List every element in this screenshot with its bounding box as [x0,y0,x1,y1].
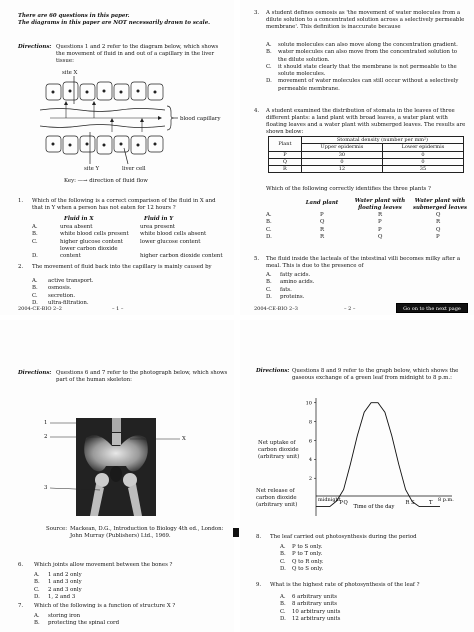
source-label: Source: [46,526,68,532]
point-label-r: R [405,500,410,507]
label-blood-capillary: blood capillary [180,116,221,122]
q5-option-d[interactable]: D. proteins. [266,293,305,300]
q6-option-a[interactable]: A. 1 and 2 only [34,572,82,578]
q2-option-b[interactable]: B. osmosis. [32,285,72,292]
series-line [316,403,440,507]
q9-text: What is the highest rate of photosynthesis of the leaf ? [270,582,420,588]
q4-col-land: Land plant [305,200,339,206]
q8-options [280,544,324,573]
directions-label: Directions: [18,44,52,50]
table-row: P 30 0 [269,151,464,158]
table-head-density: Stomatal density (number per mm²) [301,137,463,144]
q8-option-a[interactable]: A. P to S only. [280,544,323,550]
q3-options [266,42,466,93]
footer-page-number: – 1 – [112,306,124,312]
q4-options [266,212,466,241]
page-2 [240,0,474,315]
footer-code: 2004-CE-BIO 2–3 [254,306,298,312]
q2-options [32,278,93,307]
next-page-label: Go on to the next page [403,306,461,312]
q1-number: 1. [18,198,24,204]
q4-option-c[interactable]: C. R P Q [266,226,441,233]
q9-option-b[interactable]: B. 8 arbitrary units [280,601,338,608]
q1-option-b[interactable]: B. white blood cells present white blood cells absent [32,231,207,238]
directions-text: Questions 1 and 2 refer to the diagram below, which shows the movement of fluid in and out of a capillary in the liver tissue: [56,44,219,65]
q8-number: 8. [256,534,262,540]
photo-label-3: 3 [44,485,48,491]
q8-option-d[interactable]: D. Q to S only. [280,565,324,572]
q8-option-c[interactable]: C. Q to R only. [280,558,324,565]
label-site-y: site Y [84,166,100,172]
q5-number: 5. [254,256,260,262]
q2-option-a[interactable]: A. active transport. [32,278,94,284]
directions-text: Questions 6 and 7 refer to the photograph below, which shows part of the human skeleton: [56,370,228,384]
y-label-uptake: Net uptake of carbon dioxide (arbitrary unit) [258,440,300,461]
capillary-diagram [40,76,230,180]
next-page-button[interactable] [396,303,468,313]
table-row: Q 0 0 [269,158,464,165]
key-text: Key: —→ direction of fluid flow [64,178,148,184]
q1-option-a[interactable]: A. urea absent urea present [32,224,175,230]
table-head-plant: Plant [269,137,302,152]
q3-number: 3. [254,10,260,16]
q1-option-c[interactable]: C. higher glucose content lower glucose content [32,238,201,245]
q6-text: Which joints allow movement between the bones ? [34,562,173,568]
binding-mark [233,528,239,537]
y-tick-label: 6 [308,438,312,445]
q5-option-c[interactable]: C. fats. [266,286,292,293]
q5-options [266,272,314,301]
q1-col-y: Fluid in Y [144,216,174,222]
q4-option-b[interactable]: B. Q P R [266,219,441,226]
q3-option-d[interactable]: D. movement of water molecules can still occur without a selectively permeable membrane. [266,78,459,92]
q3-option-b[interactable]: B. water molecules can also move from the concentrated solution to the dilute solution. [266,49,458,63]
q6-option-d[interactable]: D. 1, 2 and 3 [34,593,76,600]
q8-text: The leaf carried out photosynthesis during the period [270,534,417,540]
x-axis-label: Time of the day [353,504,395,510]
midnight-label: midnight [318,497,341,503]
table-head-upper: Upper epidermis [301,144,382,151]
footer-page-number: – 2 – [344,306,356,312]
source-text: Mackean, D.G., Introduction to Biology 4th ed., London: John Murray (Publishers) Ltd., 1969. [70,526,224,540]
q6-option-c[interactable]: C. 2 and 3 only [34,586,82,593]
page-1 [0,0,234,315]
point-label-s: S [411,500,415,507]
page-3 [0,320,234,632]
q4-number: 4. [254,108,260,114]
photo-label-2: 2 [44,434,48,440]
q6-number: 6. [18,562,24,568]
q7-number: 7. [18,603,24,609]
point-label-q: Q [343,500,348,507]
q2-option-c[interactable]: C. secretion. [32,292,76,299]
8pm-label: 8 p.m. [438,497,454,503]
q1-text: Which of the following is a correct comparison of the fluid in X and that in Y when a person has not eaten for 12 hours ? [32,198,216,212]
q4-option-d[interactable]: D. R Q P [266,233,440,240]
q9-option-a[interactable]: A. 6 arbitrary units [280,594,338,600]
label-site-x: site X [62,70,78,76]
y-tick-label: 4 [308,457,312,464]
q6-option-b[interactable]: B. 1 and 3 only [34,579,82,586]
q4-option-a[interactable]: A. P R Q [266,212,441,218]
photo-label-x: X [182,436,186,442]
y-tick-label: 2 [308,476,312,483]
q3-option-c[interactable]: C. it should state clearly that the membrane is not permeable to the solute molecules. [266,63,457,78]
footer-code: 2004-CE-BIO 2–2 [18,306,62,312]
q9-options [280,594,340,623]
q7-option-a[interactable]: A. storing iron [34,613,81,619]
point-label-t: T [428,500,433,507]
q2-text: The movement of fluid back into the capillary is mainly caused by [32,264,212,270]
y-tick-label: 10 [305,400,312,407]
page-divider [0,315,474,320]
q4-text: A student examined the distribution of stomata in the leaves of three different plants: a land plant with broad leaves, a water plant with floating leaves and a water plant with submerged leaves. The results are shown below: [266,108,466,136]
header-line-1: There are 60 questions in this paper. [18,13,130,19]
directions-label: Directions: [18,370,52,376]
q1-option-d[interactable]: D.lower carbon dioxide content higher carbon dioxide content [32,245,223,260]
page-4 [240,320,474,632]
q3-text: A student defines osmosis as 'the movement of water molecules from a dilute solution to a concentrated solution across a selectively permeable membrane'. This definition is inaccurate because [266,10,465,31]
q2-option-d[interactable]: D. ultra-filtration. [32,299,89,306]
skeleton-pointer-lines [40,418,190,498]
table-head-lower: Lower epidermis [382,144,463,151]
q4-col-floating: Water plant with floating leaves [354,198,406,212]
q5-option-a[interactable]: A. fatty acids. [266,272,311,278]
q1-col-x: Fluid in X [64,216,94,222]
label-liver-cell: liver cell [122,166,146,172]
point-label-p: P [339,500,343,507]
q3-option-a[interactable]: A. solute molecules can also move along the concentration gradient. [266,42,458,48]
q2-number: 2. [18,264,24,270]
q9-number: 9. [256,582,262,588]
stomata-table [268,136,464,173]
q4-prompt: Which of the following correctly identifies the three plants ? [266,186,431,192]
q6-options [34,572,82,601]
q7-option-b[interactable]: B. protecting the spinal cord [34,620,120,627]
q1-options [32,224,232,260]
directions-text: Questions 8 and 9 refer to the graph below, which shows the gaseous exchange of a green leaf from midnight to 8 p.m.: [292,368,459,382]
table-row: R 12 35 [269,166,464,173]
q7-text: Which of the following is a function of structure X ? [34,603,176,609]
q4-col-submerged: Water plant with submerged leaves [412,198,468,212]
photo-label-1: 1 [44,420,48,426]
q5-option-b[interactable]: B. amino acids. [266,279,315,286]
q9-option-c[interactable]: C. 10 arbitrary units [280,608,341,615]
y-label-release: Net release of carbon dioxide (arbitrary unit) [256,488,298,509]
directions-label: Directions: [256,368,290,374]
header-line-2: The diagrams in this paper are NOT necessarily drawn to scale. [18,20,211,26]
q7-options [34,613,119,628]
q9-option-d[interactable]: D. 12 arbitrary units [280,615,341,622]
q5-text: The fluid inside the lacteals of the intestinal villi becomes milky after a meal. This is due to the presence of [266,256,461,270]
y-tick-label: 8 [308,419,312,426]
q8-option-b[interactable]: B. P to T only. [280,551,323,558]
